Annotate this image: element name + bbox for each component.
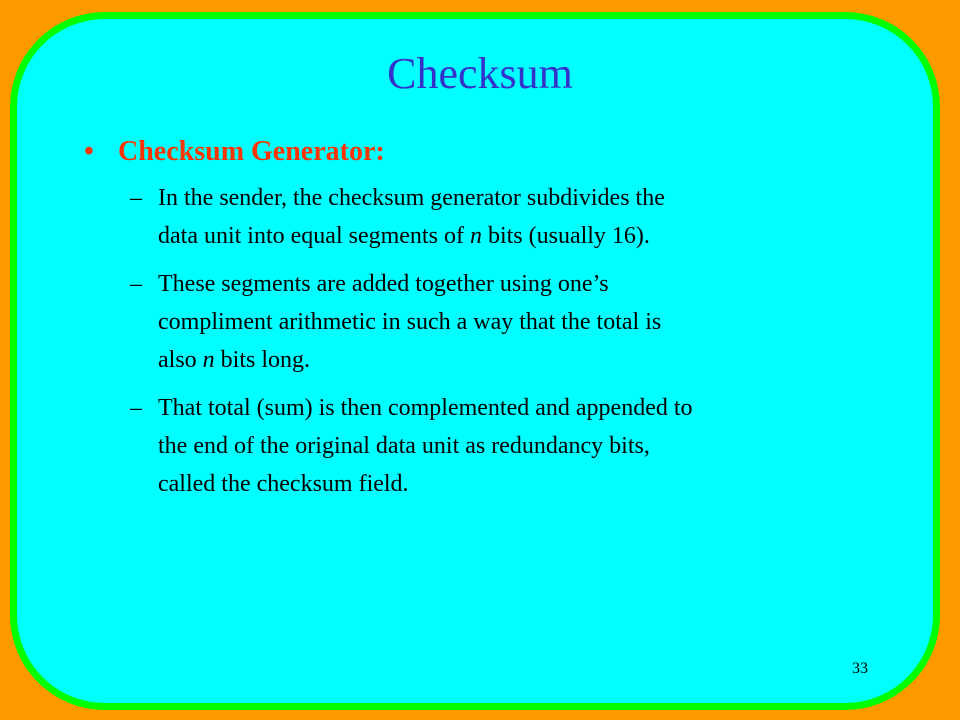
bullet-checksum-generator (84, 130, 385, 174)
subpoint-marker: – (130, 271, 142, 297)
line-part: bits long. (214, 347, 311, 373)
subpoint-line: In the sender, the checksum generator subdivides the (158, 185, 665, 211)
bullet-marker: • (84, 136, 94, 167)
variable-n: n (469, 223, 482, 249)
subpoint-text (158, 179, 878, 255)
subpoint-line: the end of the original data unit as redundancy bits, (158, 433, 650, 459)
variable-n: n (202, 347, 215, 373)
subpoint-3 (130, 389, 890, 507)
subpoint-line: compliment arithmetic in such a way that the total is (158, 309, 662, 335)
subpoint-1 (130, 179, 890, 259)
line-part: bits (usually 16). (481, 223, 650, 249)
line-part: data unit into equal segments of (158, 223, 470, 249)
subpoint-line: That total (sum) is then complemented and appended to (158, 395, 693, 421)
subpoint-line (158, 217, 878, 255)
subpoint-text (158, 265, 878, 379)
subpoint-marker: – (130, 395, 142, 421)
subpoint-line: These segments are added together using one’s (158, 271, 609, 297)
subpoint-marker: – (130, 185, 142, 211)
subpoint-line (158, 341, 878, 379)
slide-title: Checksum (387, 49, 573, 98)
subpoint-2 (130, 265, 890, 383)
line-part: also (158, 347, 203, 373)
page-number: 33 (852, 660, 868, 677)
subpoint-text (158, 389, 878, 503)
subpoint-line: called the checksum field. (158, 471, 409, 497)
bullet-label: Checksum Generator: (118, 136, 385, 167)
